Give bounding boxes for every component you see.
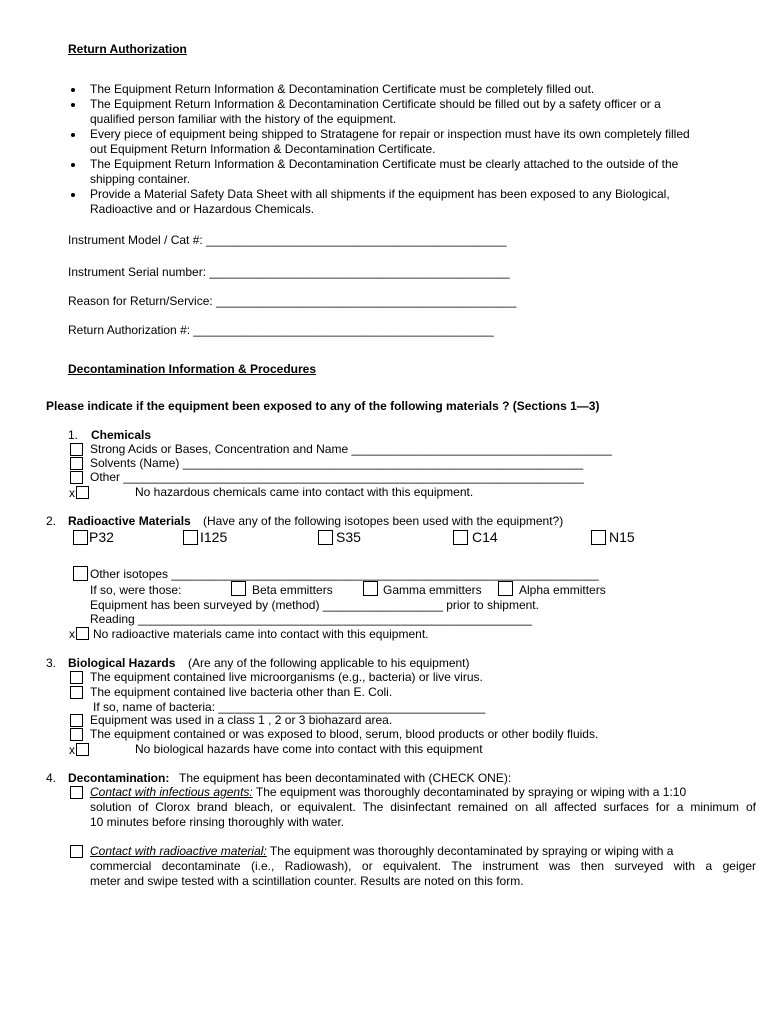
beta-checkbox[interactable]	[231, 581, 246, 596]
solvents-checkbox[interactable]	[70, 457, 83, 470]
no-biological-label: No biological hazards have come into contact with this equipment	[135, 742, 483, 756]
decontamination-title: Decontamination:	[68, 771, 170, 785]
n15-checkbox[interactable]	[591, 530, 606, 545]
p32-checkbox[interactable]	[73, 530, 88, 545]
alpha-checkbox[interactable]	[498, 581, 513, 596]
infectious-agents-paragraph-line-2: solution of Clorox brand bleach, or equivalent. The disinfectant remained on all affected surfaces for a minimum of	[90, 800, 756, 814]
instruction-2-line-1: The Equipment Return Information & Decontamination Certificate should be filled out by a safety officer or a	[90, 97, 661, 111]
decontamination-heading: Decontamination Information & Procedures	[68, 362, 317, 376]
x-mark: x	[69, 627, 75, 641]
instruction-5-line-2: Radioactive and or Hazardous Chemicals.	[90, 202, 315, 216]
radioactive-material-label: Contact with radioactive material:	[90, 844, 267, 858]
infectious-agents-checkbox[interactable]	[70, 786, 83, 799]
infectious-agents-paragraph-line-1	[90, 785, 756, 799]
decontamination-subtitle: The equipment has been decontaminated with (CHECK ONE):	[179, 771, 512, 785]
x-mark: x	[69, 486, 75, 500]
radioactive-material-paragraph-line-1	[90, 844, 756, 858]
c14-label: C14	[472, 529, 498, 545]
instruction-4-line-1: The Equipment Return Information & Decontamination Certificate must be clearly attached to the outside of the	[90, 157, 679, 171]
exposure-question: Please indicate if the equipment been exposed to any of the following materials ? (Sections 1—3)	[46, 399, 600, 413]
radioactive-title: Radioactive Materials	[68, 514, 191, 528]
instruction-4-line-2: shipping container.	[90, 172, 191, 186]
s35-label: S35	[336, 529, 361, 545]
return-authorization-number-field[interactable]: Return Authorization #: _____________________________________________	[68, 323, 494, 337]
no-chemicals-label: No hazardous chemicals came into contact with this equipment.	[135, 485, 474, 499]
solvents-label: Solvents (Name) ____________________________________________________________	[90, 456, 584, 470]
gamma-label: Gamma emmitters	[383, 583, 482, 597]
acids-label: Strong Acids or Bases, Concentration and Name _______________________________________	[90, 442, 612, 456]
chemicals-title: Chemicals	[91, 428, 152, 442]
biohazard-area-checkbox[interactable]	[70, 714, 83, 727]
surveyed-method-field[interactable]: Equipment has been surveyed by (method) __________________ prior to shipment.	[90, 598, 539, 612]
live-bacteria-label: The equipment contained live bacteria other than E. Coli.	[90, 685, 393, 699]
instruction-3-line-2: out Equipment Return Information & Decontamination Certificate.	[90, 142, 436, 156]
bullet	[71, 88, 75, 92]
other-isotopes-label: Other isotopes ________________________________________________________________	[90, 567, 599, 581]
instrument-serial-field[interactable]: Instrument Serial number: _____________________________________________	[68, 265, 510, 279]
biological-title: Biological Hazards	[68, 656, 176, 670]
bullet	[71, 133, 75, 137]
radioactive-subtitle: (Have any of the following isotopes been used with the equipment?)	[203, 514, 564, 528]
bullet	[71, 193, 75, 197]
live-bacteria-checkbox[interactable]	[70, 686, 83, 699]
section-2-number: 2.	[46, 514, 57, 528]
microorganisms-checkbox[interactable]	[70, 671, 83, 684]
i125-checkbox[interactable]	[183, 530, 198, 545]
instruction-1-line-1: The Equipment Return Information & Decontamination Certificate must be completely filled out.	[90, 82, 595, 96]
infectious-agents-paragraph-line-3: 10 minutes before rinsing thoroughly with water.	[90, 815, 345, 829]
infectious-agents-text: The equipment was thoroughly decontaminated by spraying or wiping with a 1:10	[255, 785, 687, 799]
other-chemicals-checkbox[interactable]	[70, 471, 83, 484]
bodily-fluids-label: The equipment contained or was exposed to blood, serum, blood products or other bodily fluids.	[90, 727, 599, 741]
radioactive-material-checkbox[interactable]	[70, 845, 83, 858]
infectious-agents-label: Contact with infectious agents:	[90, 785, 253, 799]
s35-checkbox[interactable]	[318, 530, 333, 545]
x-mark: x	[69, 743, 75, 757]
return-authorization-heading: Return Authorization	[68, 42, 187, 56]
radioactive-material-text: The equipment was thoroughly decontaminated by spraying or wiping with a	[269, 844, 674, 858]
radioactive-material-paragraph-line-3: meter and swipe tested with a scintillation counter. Results are noted on this form.	[90, 874, 524, 888]
no-radioactive-checkbox[interactable]	[76, 627, 89, 640]
radioactive-material-paragraph-line-2: commercial decontaminate (i.e., Radiowash), or equivalent. The instrument was then surveyed with a geiger	[90, 859, 756, 873]
section-3-number: 3.	[46, 656, 57, 670]
bacteria-name-field[interactable]: If so, name of bacteria: ________________________________________	[93, 700, 486, 714]
reason-for-return-field[interactable]: Reason for Return/Service: _____________________________________________	[68, 294, 517, 308]
acids-checkbox[interactable]	[70, 443, 83, 456]
reading-field[interactable]: Reading ___________________________________________________________	[90, 612, 532, 626]
gamma-checkbox[interactable]	[363, 581, 378, 596]
bullet	[71, 163, 75, 167]
alpha-label: Alpha emmitters	[519, 583, 606, 597]
bullet	[71, 103, 75, 107]
biohazard-area-label: Equipment was used in a class 1 , 2 or 3 biohazard area.	[90, 713, 393, 727]
section-4-number: 4.	[46, 771, 57, 785]
if-so-label: If so, were those:	[90, 583, 182, 597]
c14-checkbox[interactable]	[453, 530, 468, 545]
section-1-number: 1.	[68, 428, 79, 442]
instruction-3-line-1: Every piece of equipment being shipped to Stratagene for repair or inspection must have its own completely filled	[90, 127, 690, 141]
other-chemicals-label: Other _____________________________________________________________________	[90, 470, 584, 484]
no-radioactive-label: No radioactive materials came into contact with this equipment.	[93, 627, 429, 641]
no-chemicals-checkbox[interactable]	[76, 486, 89, 499]
instruction-5-line-1: Provide a Material Safety Data Sheet with all shipments if the equipment has been exposed to any Biological,	[90, 187, 670, 201]
n15-label: N15	[609, 529, 635, 545]
instruction-2-line-2: qualified person familiar with the history of the equipment.	[90, 112, 397, 126]
p32-label: P32	[89, 529, 114, 545]
no-biological-checkbox[interactable]	[76, 743, 89, 756]
bodily-fluids-checkbox[interactable]	[70, 728, 83, 741]
biological-subtitle: (Are any of the following applicable to his equipment)	[188, 656, 470, 670]
microorganisms-label: The equipment contained live microorganisms (e.g., bacteria) or live virus.	[90, 670, 483, 684]
i125-label: I125	[200, 529, 228, 545]
beta-label: Beta emmitters	[252, 583, 333, 597]
other-isotopes-checkbox[interactable]	[73, 566, 88, 581]
instrument-model-field[interactable]: Instrument Model / Cat #: _____________________________________________	[68, 233, 507, 247]
